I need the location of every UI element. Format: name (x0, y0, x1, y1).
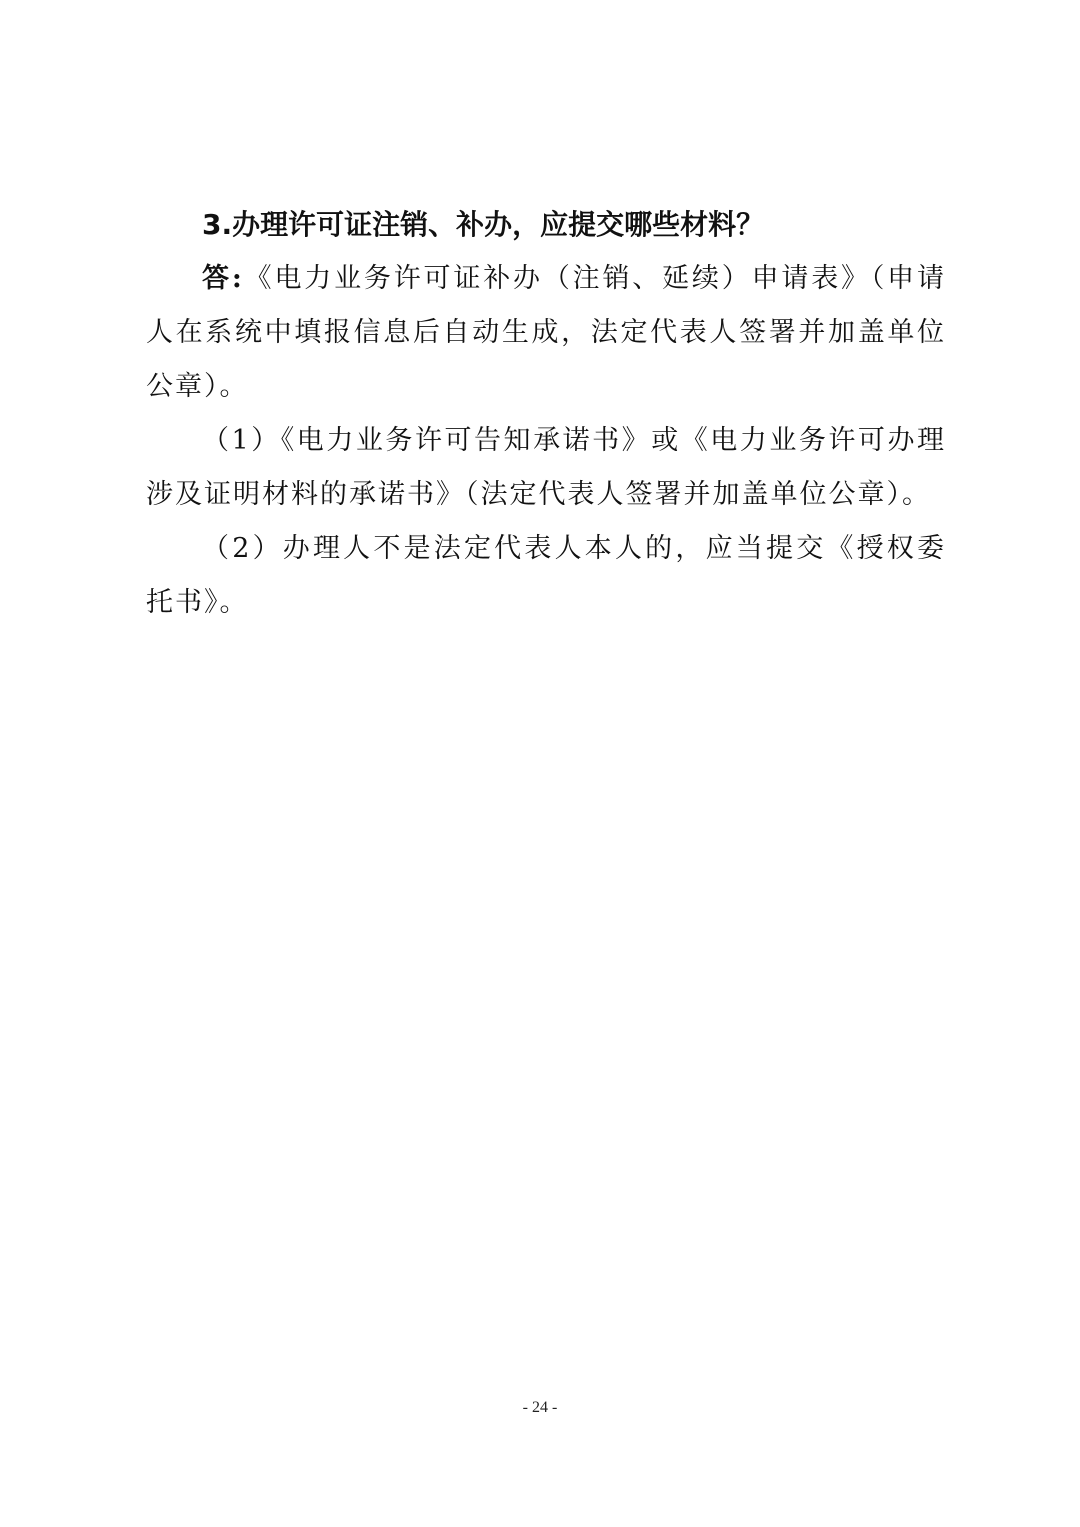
list-item-1: （1）《电力业务许可告知承诺书》或《电力业务许可办理涉及证明材料的承诺书》（法定代表人签署并加盖单位公章）。 (146, 425, 946, 510)
question-heading: 3.办理许可证注销、补办，应提交哪些材料？ (202, 208, 765, 241)
answer-paragraph (146, 252, 946, 414)
page-number: - 24 - (522, 1399, 558, 1416)
document-body (146, 198, 946, 630)
list-item-2: （2）办理人不是法定代表人本人的，应当提交《授权委托书》。 (146, 533, 946, 618)
answer-label: 答: (202, 263, 244, 294)
answer-text: 《电力业务许可证补办（注销、延续）申请表》（申请人在系统中填报信息后自动生成，法定代表人签署并加盖单位公章）。 (146, 263, 947, 402)
